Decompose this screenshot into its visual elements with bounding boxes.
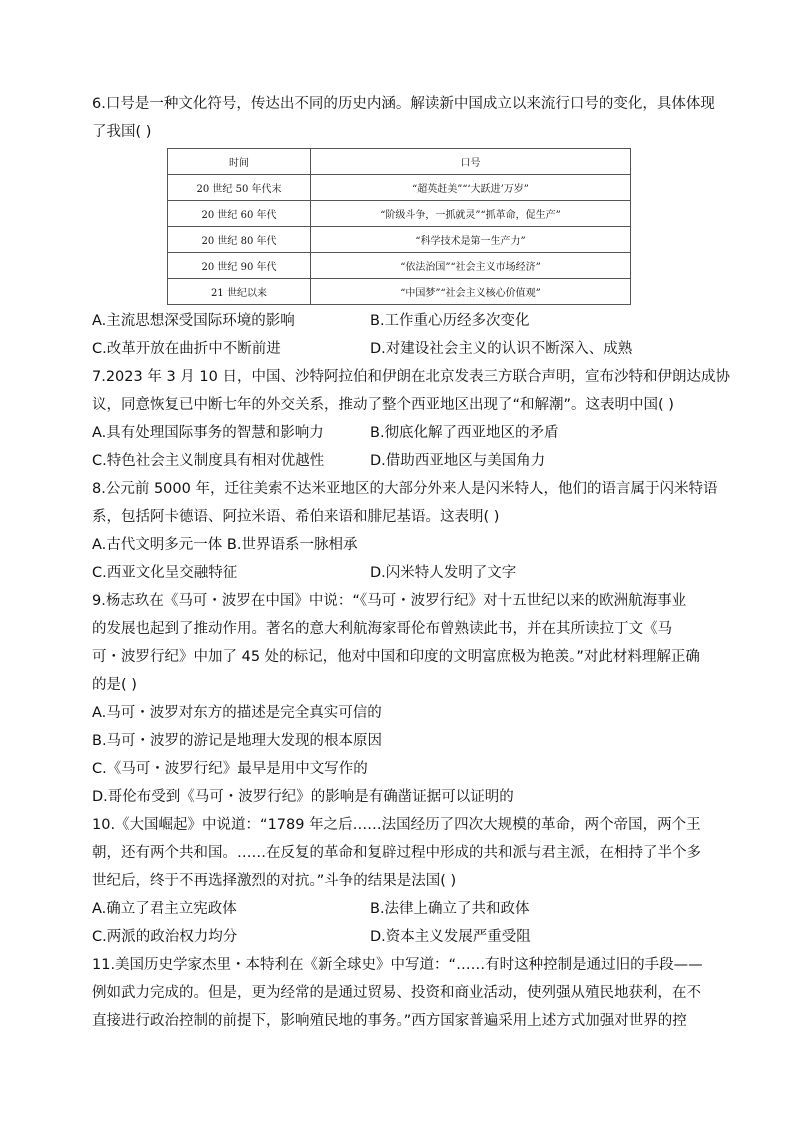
table-row (168, 253, 631, 279)
question-7-options-row-1 (92, 419, 702, 447)
question-9-stem-line-2: 的发展也起到了推动作用。著名的意大利航海家哥伦布曾熟读此书，并在其所读拉丁文《马 (92, 621, 672, 637)
question-6-stem-line-1: 6.口号是一种文化符号，传达出不同的历史内涵。解读新中国成立以来流行口号的变化，具体体现 (92, 96, 715, 112)
question-8-stem-line-1: 8.公元前 5000 年，迁往美索不达米亚地区的大部分外来人是闪米特人，他们的语言属于闪米特语 (92, 481, 718, 497)
option-c: C.改革开放在曲折中不断前进 (92, 341, 281, 357)
option-c: C.特色社会主义制度具有相对优越性 (92, 453, 325, 469)
table-row (168, 227, 631, 253)
option-a: A.马可・波罗对东方的描述是完全真实可信的 (92, 705, 382, 721)
option-a: A.主流思想深受国际环境的影响 (92, 313, 295, 329)
question-8-options-row-2 (92, 559, 702, 587)
question-10-stem-line-3: 世纪后，终于不再选择激烈的对抗。”斗争的结果是法国( ) (92, 873, 457, 889)
option-b: B.工作重心历经多次变化 (370, 313, 530, 329)
slogan-table (167, 148, 631, 305)
table-cell-slogan: “科学技术是第一生产力” (311, 227, 631, 253)
table-header-row (168, 149, 631, 175)
question-8-stem-line-2: 系，包括阿卡德语、阿拉米语、希伯来语和腓尼基语。这表明( ) (92, 509, 500, 525)
question-7-stem-line-2: 议，同意恢复已中断七年的外交关系，推动了整个西亚地区出现了“和解潮”。这表明中国( ) (92, 397, 674, 413)
question-11-stem-line-1: 11.美国历史学家杰里・本特利在《新全球史》中写道：“……有时这种控制是通过旧的手段—— (92, 957, 703, 973)
option-d: D.闪米特人发明了文字 (370, 565, 517, 581)
option-d: D.资本主义发展严重受阻 (370, 929, 531, 945)
question-10 (92, 811, 702, 951)
question-9-stem-line-1: 9.杨志玖在《马可・波罗在中国》中说：“《马可・波罗行纪》对十五世纪以来的欧洲航海事业 (92, 593, 687, 609)
question-6-options-row-1 (92, 307, 702, 335)
table-cell-time: 21 世纪以来 (168, 279, 311, 305)
question-6-options-row-2 (92, 335, 702, 363)
option-a: A.确立了君主立宪政体 (92, 901, 237, 917)
table-cell-slogan: “超英赶美”“‘大跃进’万岁” (311, 175, 631, 201)
question-11 (92, 951, 702, 1035)
table-cell-slogan: “中国梦”“社会主义核心价值观” (311, 279, 631, 305)
question-7 (92, 363, 730, 475)
question-7-options-row-2 (92, 447, 702, 475)
question-10-stem-line-2: 朝，还有两个共和国。……在反复的革命和复辟过程中形成的共和派与君主派，在相持了半个多 (92, 845, 701, 861)
option-d: D.对建设社会主义的认识不断深入、成熟 (370, 341, 633, 357)
table-cell-time: 20 世纪 80 年代 (168, 227, 311, 253)
question-10-options-row-1 (92, 895, 702, 923)
question-10-options-row-2 (92, 923, 702, 951)
table-header-time: 时间 (168, 149, 311, 175)
option-b: B.彻底化解了西亚地区的矛盾 (370, 425, 559, 441)
question-8-options-ab: A.古代文明多元一体 B.世界语系一脉相承 (92, 537, 358, 553)
table-cell-slogan: “依法治国”“社会主义市场经济” (311, 253, 631, 279)
question-11-stem-line-2: 例如武力完成的。但是，更为经常的是通过贸易、投资和商业活动，使列强从殖民地获利，在不 (92, 985, 701, 1001)
table-cell-slogan: “阶级斗争，一抓就灵”“抓革命，促生产” (311, 201, 631, 227)
question-9-stem-line-4: 的是( ) (92, 677, 137, 693)
table-header-slogan: 口号 (311, 149, 631, 175)
option-c: C.《马可・波罗行纪》最早是用中文写作的 (92, 761, 368, 777)
question-6 (92, 90, 715, 363)
table-row (168, 201, 631, 227)
option-c: C.两派的政治权力均分 (92, 929, 238, 945)
question-8 (92, 475, 718, 587)
question-11-stem-line-3: 直接进行政治控制的前提下，影响殖民地的事务。”西方国家普遍采用上述方式加强对世界的控 (92, 1013, 687, 1029)
question-7-stem-line-1: 7.2023 年 3 月 10 日，中国、沙特阿拉伯和伊朗在北京发表三方联合声明，宣布沙特和伊朗达成协 (92, 369, 730, 385)
question-9-stem-line-3: 可・波罗行纪》中加了 45 处的标记，他对中国和印度的文明富庶极为艳羡。”对此材料理解正确 (92, 649, 700, 665)
option-b: B.法律上确立了共和政体 (370, 901, 530, 917)
question-6-stem-line-2: 了我国( ) (92, 124, 152, 140)
option-a: A.具有处理国际事务的智慧和影响力 (92, 425, 324, 441)
table-row (168, 175, 631, 201)
table-cell-time: 20 世纪 90 年代 (168, 253, 311, 279)
question-10-stem-line-1: 10.《大国崛起》中说道：“1789 年之后……法国经历了四次大规模的革命，两个帝国，两个王 (92, 817, 701, 833)
question-9 (92, 587, 702, 811)
table-row (168, 279, 631, 305)
exam-page (92, 90, 730, 1035)
option-d: D.借助西亚地区与美国角力 (370, 453, 546, 469)
table-cell-time: 20 世纪 50 年代末 (168, 175, 311, 201)
option-d: D.哥伦布受到《马可・波罗行纪》的影响是有确凿证据可以证明的 (92, 789, 514, 805)
table-cell-time: 20 世纪 60 年代 (168, 201, 311, 227)
option-c: C.西亚文化呈交融特征 (92, 565, 238, 581)
option-b: B.马可・波罗的游记是地理大发现的根本原因 (92, 733, 383, 749)
